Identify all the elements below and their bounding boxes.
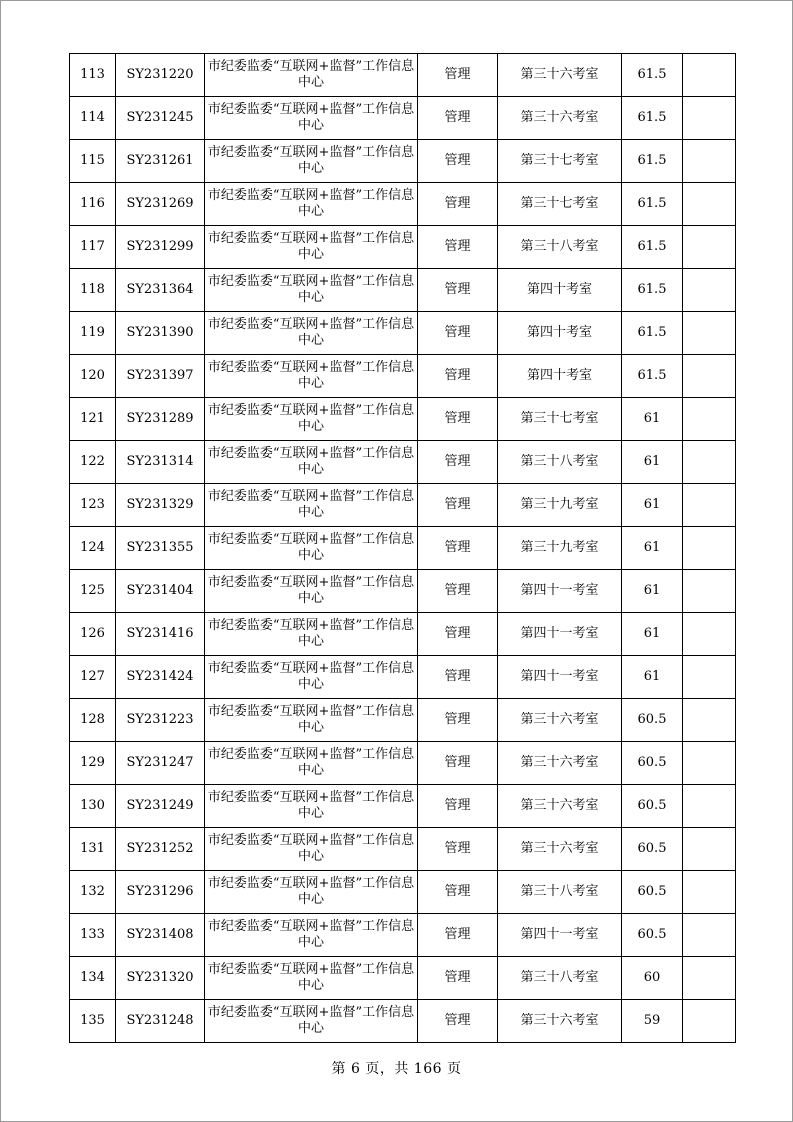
score-cell: 60.5 <box>622 699 683 742</box>
table-row <box>70 914 736 957</box>
row-number-cell: 113 <box>70 54 116 97</box>
position-cell: 管理 <box>418 183 498 226</box>
unit-cell: 市纪委监委“互联网+监督”工作信息中心 <box>205 957 418 1000</box>
exam-room-cell: 第四十考室 <box>498 355 622 398</box>
position-cell: 管理 <box>418 484 498 527</box>
table-row <box>70 527 736 570</box>
unit-cell: 市纪委监委“互联网+监督”工作信息中心 <box>205 1000 418 1043</box>
exam-id-cell: SY231329 <box>116 484 205 527</box>
score-cell: 61.5 <box>622 97 683 140</box>
unit-cell: 市纪委监委“互联网+监督”工作信息中心 <box>205 97 418 140</box>
score-cell: 61 <box>622 656 683 699</box>
row-number-cell: 123 <box>70 484 116 527</box>
exam-room-cell: 第四十考室 <box>498 312 622 355</box>
score-cell: 61.5 <box>622 312 683 355</box>
table-row <box>70 183 736 226</box>
unit-cell: 市纪委监委“互联网+监督”工作信息中心 <box>205 484 418 527</box>
note-cell <box>683 742 736 785</box>
score-cell: 61 <box>622 527 683 570</box>
table-row <box>70 785 736 828</box>
table-body <box>70 54 736 1043</box>
score-cell: 60.5 <box>622 785 683 828</box>
exam-room-cell: 第三十八考室 <box>498 441 622 484</box>
unit-cell: 市纪委监委“互联网+监督”工作信息中心 <box>205 183 418 226</box>
position-cell: 管理 <box>418 656 498 699</box>
note-cell <box>683 484 736 527</box>
exam-room-cell: 第三十六考室 <box>498 97 622 140</box>
unit-cell: 市纪委监委“互联网+监督”工作信息中心 <box>205 312 418 355</box>
note-cell <box>683 140 736 183</box>
unit-cell: 市纪委监委“互联网+监督”工作信息中心 <box>205 269 418 312</box>
exam-room-cell: 第三十八考室 <box>498 871 622 914</box>
exam-room-cell: 第三十七考室 <box>498 140 622 183</box>
row-number-cell: 129 <box>70 742 116 785</box>
table-row <box>70 484 736 527</box>
score-cell: 61 <box>622 570 683 613</box>
unit-cell: 市纪委监委“互联网+监督”工作信息中心 <box>205 140 418 183</box>
table-row <box>70 871 736 914</box>
note-cell <box>683 269 736 312</box>
row-number-cell: 116 <box>70 183 116 226</box>
table-row <box>70 140 736 183</box>
exam-id-cell: SY231355 <box>116 527 205 570</box>
table-row <box>70 269 736 312</box>
exam-room-cell: 第四十一考室 <box>498 613 622 656</box>
position-cell: 管理 <box>418 355 498 398</box>
exam-room-cell: 第三十六考室 <box>498 785 622 828</box>
note-cell <box>683 613 736 656</box>
row-number-cell: 118 <box>70 269 116 312</box>
row-number-cell: 125 <box>70 570 116 613</box>
position-cell: 管理 <box>418 828 498 871</box>
row-number-cell: 117 <box>70 226 116 269</box>
table-row <box>70 441 736 484</box>
table-row <box>70 1000 736 1043</box>
table-row <box>70 957 736 1000</box>
table-row <box>70 312 736 355</box>
table-row <box>70 742 736 785</box>
note-cell <box>683 914 736 957</box>
unit-cell: 市纪委监委“互联网+监督”工作信息中心 <box>205 441 418 484</box>
table-row <box>70 699 736 742</box>
table-row <box>70 54 736 97</box>
score-cell: 60.5 <box>622 742 683 785</box>
exam-id-cell: SY231320 <box>116 957 205 1000</box>
table-row <box>70 226 736 269</box>
position-cell: 管理 <box>418 54 498 97</box>
exam-room-cell: 第四十一考室 <box>498 914 622 957</box>
exam-room-cell: 第三十六考室 <box>498 1000 622 1043</box>
position-cell: 管理 <box>418 871 498 914</box>
exam-room-cell: 第三十九考室 <box>498 527 622 570</box>
position-cell: 管理 <box>418 570 498 613</box>
unit-cell: 市纪委监委“互联网+监督”工作信息中心 <box>205 570 418 613</box>
note-cell <box>683 441 736 484</box>
unit-cell: 市纪委监委“互联网+监督”工作信息中心 <box>205 914 418 957</box>
note-cell <box>683 312 736 355</box>
unit-cell: 市纪委监委“互联网+监督”工作信息中心 <box>205 742 418 785</box>
note-cell <box>683 656 736 699</box>
note-cell <box>683 527 736 570</box>
note-cell <box>683 183 736 226</box>
exam-id-cell: SY231397 <box>116 355 205 398</box>
position-cell: 管理 <box>418 914 498 957</box>
row-number-cell: 133 <box>70 914 116 957</box>
page-footer: 第 6 页，共 166 页 <box>331 1061 462 1077</box>
exam-room-cell: 第三十八考室 <box>498 957 622 1000</box>
score-cell: 61.5 <box>622 183 683 226</box>
row-number-cell: 114 <box>70 97 116 140</box>
exam-room-cell: 第三十七考室 <box>498 183 622 226</box>
unit-cell: 市纪委监委“互联网+监督”工作信息中心 <box>205 613 418 656</box>
table-row <box>70 398 736 441</box>
unit-cell: 市纪委监委“互联网+监督”工作信息中心 <box>205 226 418 269</box>
score-cell: 61 <box>622 613 683 656</box>
exam-room-cell: 第三十六考室 <box>498 54 622 97</box>
exam-id-cell: SY231247 <box>116 742 205 785</box>
row-number-cell: 120 <box>70 355 116 398</box>
row-number-cell: 132 <box>70 871 116 914</box>
exam-room-cell: 第三十八考室 <box>498 226 622 269</box>
note-cell <box>683 398 736 441</box>
position-cell: 管理 <box>418 957 498 1000</box>
note-cell <box>683 699 736 742</box>
score-table <box>69 53 736 1043</box>
position-cell: 管理 <box>418 699 498 742</box>
exam-room-cell: 第三十六考室 <box>498 742 622 785</box>
exam-id-cell: SY231249 <box>116 785 205 828</box>
position-cell: 管理 <box>418 441 498 484</box>
score-cell: 60.5 <box>622 871 683 914</box>
note-cell <box>683 97 736 140</box>
row-number-cell: 128 <box>70 699 116 742</box>
position-cell: 管理 <box>418 398 498 441</box>
exam-id-cell: SY231364 <box>116 269 205 312</box>
exam-id-cell: SY231424 <box>116 656 205 699</box>
position-cell: 管理 <box>418 613 498 656</box>
table-row <box>70 570 736 613</box>
row-number-cell: 134 <box>70 957 116 1000</box>
note-cell <box>683 828 736 871</box>
note-cell <box>683 871 736 914</box>
exam-id-cell: SY231314 <box>116 441 205 484</box>
score-cell: 61 <box>622 398 683 441</box>
exam-id-cell: SY231220 <box>116 54 205 97</box>
exam-id-cell: SY231404 <box>116 570 205 613</box>
unit-cell: 市纪委监委“互联网+监督”工作信息中心 <box>205 527 418 570</box>
exam-room-cell: 第四十一考室 <box>498 570 622 613</box>
exam-id-cell: SY231390 <box>116 312 205 355</box>
table-row <box>70 613 736 656</box>
exam-room-cell: 第三十九考室 <box>498 484 622 527</box>
exam-room-cell: 第四十考室 <box>498 269 622 312</box>
exam-id-cell: SY231248 <box>116 1000 205 1043</box>
exam-id-cell: SY231408 <box>116 914 205 957</box>
table-row <box>70 828 736 871</box>
score-cell: 61.5 <box>622 269 683 312</box>
position-cell: 管理 <box>418 226 498 269</box>
unit-cell: 市纪委监委“互联网+监督”工作信息中心 <box>205 785 418 828</box>
exam-id-cell: SY231416 <box>116 613 205 656</box>
position-cell: 管理 <box>418 269 498 312</box>
note-cell <box>683 957 736 1000</box>
exam-id-cell: SY231299 <box>116 226 205 269</box>
exam-id-cell: SY231223 <box>116 699 205 742</box>
row-number-cell: 121 <box>70 398 116 441</box>
score-cell: 60.5 <box>622 828 683 871</box>
exam-id-cell: SY231245 <box>116 97 205 140</box>
score-cell: 60 <box>622 957 683 1000</box>
row-number-cell: 119 <box>70 312 116 355</box>
row-number-cell: 122 <box>70 441 116 484</box>
score-cell: 59 <box>622 1000 683 1043</box>
score-cell: 61 <box>622 484 683 527</box>
row-number-cell: 115 <box>70 140 116 183</box>
score-cell: 61.5 <box>622 54 683 97</box>
unit-cell: 市纪委监委“互联网+监督”工作信息中心 <box>205 828 418 871</box>
position-cell: 管理 <box>418 312 498 355</box>
position-cell: 管理 <box>418 742 498 785</box>
row-number-cell: 130 <box>70 785 116 828</box>
position-cell: 管理 <box>418 785 498 828</box>
row-number-cell: 135 <box>70 1000 116 1043</box>
exam-id-cell: SY231289 <box>116 398 205 441</box>
unit-cell: 市纪委监委“互联网+监督”工作信息中心 <box>205 699 418 742</box>
score-cell: 60.5 <box>622 914 683 957</box>
unit-cell: 市纪委监委“互联网+监督”工作信息中心 <box>205 656 418 699</box>
exam-id-cell: SY231269 <box>116 183 205 226</box>
unit-cell: 市纪委监委“互联网+监督”工作信息中心 <box>205 54 418 97</box>
note-cell <box>683 355 736 398</box>
row-number-cell: 127 <box>70 656 116 699</box>
score-cell: 61.5 <box>622 226 683 269</box>
exam-room-cell: 第三十七考室 <box>498 398 622 441</box>
unit-cell: 市纪委监委“互联网+监督”工作信息中心 <box>205 355 418 398</box>
exam-room-cell: 第三十六考室 <box>498 828 622 871</box>
row-number-cell: 126 <box>70 613 116 656</box>
table-row <box>70 355 736 398</box>
position-cell: 管理 <box>418 97 498 140</box>
position-cell: 管理 <box>418 140 498 183</box>
row-number-cell: 124 <box>70 527 116 570</box>
note-cell <box>683 570 736 613</box>
exam-id-cell: SY231296 <box>116 871 205 914</box>
note-cell <box>683 785 736 828</box>
exam-id-cell: SY231252 <box>116 828 205 871</box>
exam-room-cell: 第四十一考室 <box>498 656 622 699</box>
unit-cell: 市纪委监委“互联网+监督”工作信息中心 <box>205 398 418 441</box>
table-row <box>70 97 736 140</box>
score-cell: 61.5 <box>622 355 683 398</box>
row-number-cell: 131 <box>70 828 116 871</box>
score-cell: 61.5 <box>622 140 683 183</box>
table-row <box>70 656 736 699</box>
position-cell: 管理 <box>418 1000 498 1043</box>
exam-id-cell: SY231261 <box>116 140 205 183</box>
exam-room-cell: 第三十六考室 <box>498 699 622 742</box>
unit-cell: 市纪委监委“互联网+监督”工作信息中心 <box>205 871 418 914</box>
note-cell <box>683 1000 736 1043</box>
position-cell: 管理 <box>418 527 498 570</box>
score-cell: 61 <box>622 441 683 484</box>
note-cell <box>683 226 736 269</box>
note-cell <box>683 54 736 97</box>
